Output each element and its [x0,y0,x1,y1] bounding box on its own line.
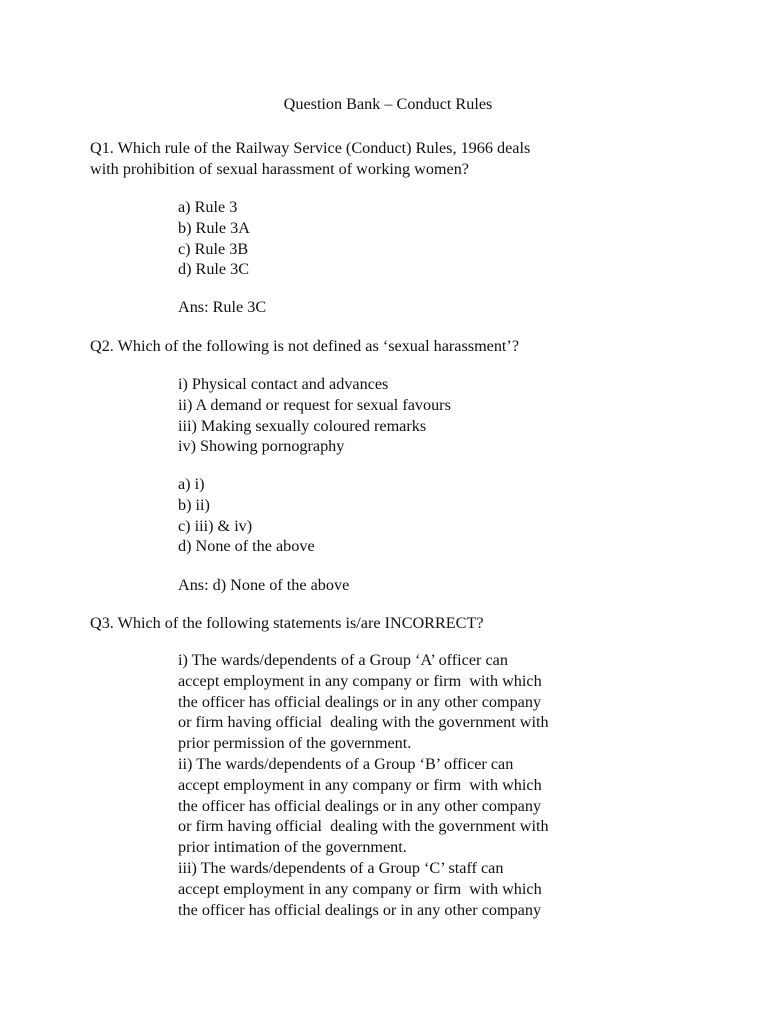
statement-line: the officer has official dealings or in any other company [178,796,542,815]
option-item: d) None of the above [178,537,315,556]
statement-item: i) Physical contact and advances [178,375,389,393]
statement-line: accept employment in any company or firm with which [178,671,542,690]
option-item: a) i) [178,475,205,493]
statement-line: accept employment in any company or firm with which [178,879,542,898]
question-1-answer [178,297,608,318]
question-3-statements [178,650,608,920]
statement-line: ii) The wards/dependents of a Group ‘B’ officer can [178,754,514,773]
statement-line: the officer has official dealings or in any other company [178,900,542,919]
question-line: Q3. Which of the following statements is/are INCORRECT? [90,614,484,632]
statement-item: iii) Making sexually coloured remarks [178,416,427,435]
question-2-answer [178,575,608,596]
question-1-text [90,138,610,180]
answer-text: Ans: Rule 3C [178,298,267,316]
option-item: c) Rule 3B [178,239,249,258]
statement-line: iii) The wards/dependents of a Group ‘C’ staff can [178,858,504,877]
statement-item: ii) A demand or request for sexual favours [178,395,451,414]
option-item: a) Rule 3 [178,198,238,216]
option-item: d) Rule 3C [178,260,250,279]
option-item: c) iii) & iv) [178,516,253,535]
statement-line: the officer has official dealings or in any other company [178,692,542,711]
option-item: b) ii) [178,495,210,514]
question-3-text [90,613,610,634]
question-line: Q2. Which of the following is not defined as ‘sexual harassment’? [90,337,520,355]
question-2-statements [178,374,608,457]
answer-text: Ans: d) None of the above [178,576,350,594]
statement-item: iv) Showing pornography [178,437,345,456]
statement-line: or firm having official dealing with the government with [178,713,549,732]
question-line: Q1. Which rule of the Railway Service (Conduct) Rules, 1966 deals [90,139,531,157]
option-item: b) Rule 3A [178,218,250,237]
statement-line: prior intimation of the government. [178,838,407,857]
statement-line: accept employment in any company or firm with which [178,775,542,794]
page-title: Question Bank – Conduct Rules [283,95,493,113]
question-2-options [178,474,608,557]
statement-line: prior permission of the government. [178,734,412,753]
statement-line: or firm having official dealing with the government with [178,817,549,836]
question-2-text [90,336,610,357]
question-1-options [178,197,608,280]
statement-line: i) The wards/dependents of a Group ‘A’ officer can [178,651,508,669]
question-line: with prohibition of sexual harassment of working women? [90,159,469,178]
